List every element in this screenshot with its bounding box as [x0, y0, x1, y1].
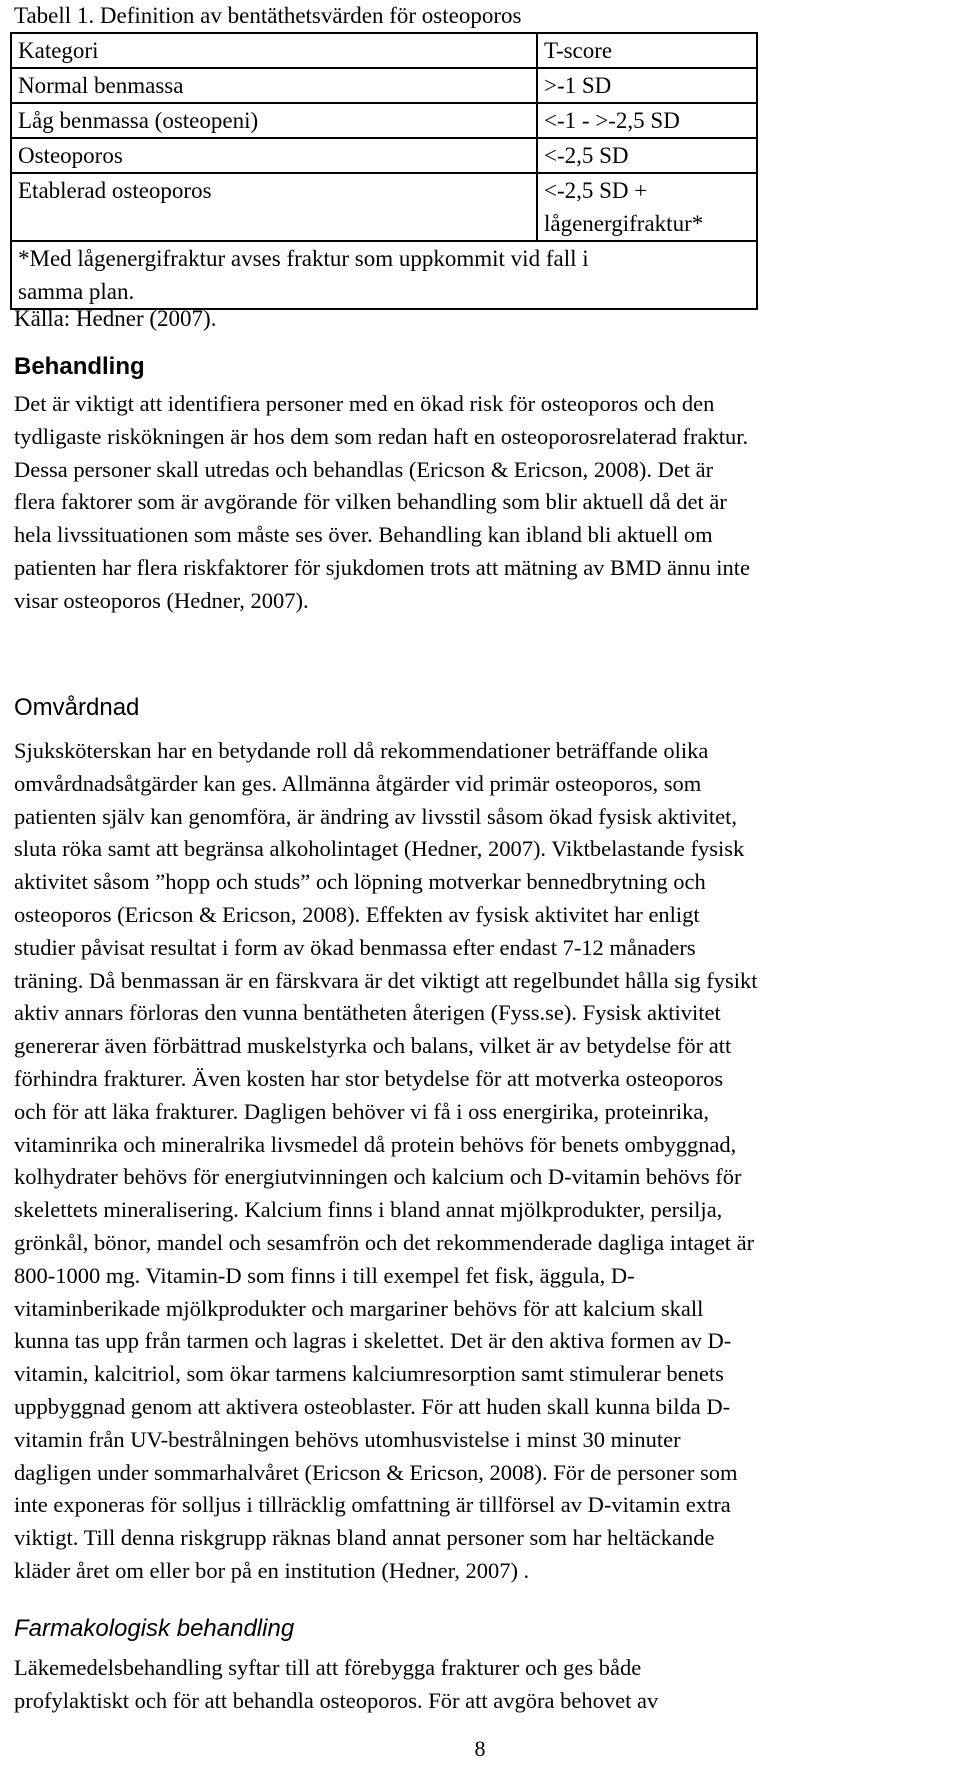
tscore-line: <-2,5 SD +: [544, 178, 648, 203]
text-line: omvårdnadsåtgärder kan ges. Allmänna åtgärder vid primär osteoporos, som: [14, 770, 702, 796]
row-tscore: <-1 - >-2,5 SD: [537, 103, 757, 138]
text-line: tydligaste riskökningen är hos dem som redan haft en osteoporosrelaterad fraktur.: [14, 423, 749, 449]
footnote-line: samma plan.: [18, 279, 135, 304]
text-line: viktigt. Till denna riskgrupp räknas bland annat personer som har heltäckande: [14, 1525, 715, 1551]
text-line: skelettets mineralisering. Kalcium finns i bland annat mjölkprodukter, persilja,: [14, 1197, 723, 1223]
paragraph-behandling: [14, 388, 956, 618]
text-line: patienten själv kan genomföra, är ändring av livsstil såsom ökad fysisk aktivitet,: [14, 803, 737, 829]
paragraph-farmakologisk: [14, 1652, 956, 1718]
table-caption: Tabell 1. Definition av bentäthetsvärden för osteoporos: [14, 3, 522, 28]
text-line: studier påvisat resultat i form av ökad benmassa efter endast 7-12 månaders: [14, 934, 696, 960]
tscore-line: lågenergifraktur*: [544, 211, 704, 236]
heading-behandling: Behandling: [14, 353, 145, 380]
text-line: hela livssituationen som måste ses över. Behandling kan ibland bli aktuell om: [14, 522, 713, 548]
text-line: och för att läka frakturer. Dagligen behöver vi få i oss energirika, proteinrika,: [14, 1098, 709, 1124]
text-line: patienten har flera riskfaktorer för sjukdomen trots att mätning av BMD ännu inte: [14, 554, 751, 580]
header-category: Kategori: [11, 33, 537, 68]
text-line: Det är viktigt att identifiera personer med en ökad risk för osteoporos och den: [14, 391, 715, 416]
text-line: kolhydrater behövs för energiutvinningen och kalcium och D-vitamin behövs för: [14, 1164, 742, 1190]
table-row: [11, 103, 757, 138]
text-line: vitamin, kalcitriol, som ökar tarmens kalciumresorption samt stimulerar benets: [14, 1361, 724, 1387]
paragraph-omvardnad: [14, 735, 956, 1588]
bone-density-table: [10, 32, 758, 310]
table-row: [11, 68, 757, 103]
text-line: vitamin från UV-bestrålningen behövs utomhusvistelse i minst 30 minuter: [14, 1426, 681, 1452]
text-line: profylaktiskt och för att behandla osteoporos. För att avgöra behovet av: [14, 1687, 659, 1713]
table-source: Källa: Hedner (2007).: [14, 306, 217, 331]
text-line: vitaminrika och mineralrika livsmedel då protein behövs för benets ombyggnad,: [14, 1131, 737, 1157]
text-line: visar osteoporos (Hedner, 2007).: [14, 587, 309, 613]
text-line: Läkemedelsbehandling syftar till att förebygga frakturer och ges både: [14, 1655, 642, 1680]
text-line: inte exponeras för solljus i tillräcklig omfattning är tillförsel av D-vitamin extra: [14, 1492, 731, 1518]
row-tscore: [537, 173, 757, 241]
text-line: osteoporos (Ericson & Ericson, 2008). Effekten av fysisk aktivitet har enligt: [14, 901, 700, 927]
table-footnote-row: [11, 241, 757, 309]
row-tscore: >-1 SD: [537, 68, 757, 103]
text-line: 800-1000 mg. Vitamin-D som finns i till exempel fet fisk, äggula, D-: [14, 1262, 635, 1288]
heading-farmakologisk: Farmakologisk behandling: [14, 1615, 295, 1642]
table-row: [11, 138, 757, 173]
row-category: Etablerad osteoporos: [11, 173, 537, 241]
text-line: uppbyggnad genom att aktivera osteoblaster. För att huden skall kunna bilda D-: [14, 1393, 731, 1419]
row-category: Låg benmassa (osteopeni): [11, 103, 537, 138]
table-row: [11, 173, 757, 241]
text-line: Dessa personer skall utredas och behandlas (Ericson & Ericson, 2008). Det är: [14, 456, 714, 482]
text-line: genererar även förbättrad muskelstyrka och balans, vilket är av betydelse för att: [14, 1033, 732, 1059]
footnote-line: *Med lågenergifraktur avses fraktur som uppkommit vid fall i: [18, 246, 589, 271]
text-line: kunna tas upp från tarmen och lagras i skelettet. Det är den aktiva formen av D-: [14, 1328, 732, 1354]
heading-omvardnad: Omvårdnad: [14, 694, 140, 721]
text-line: sluta röka samt att begränsa alkoholintaget (Hedner, 2007). Viktbelastande fysisk: [14, 836, 745, 862]
table-header-row: [11, 33, 757, 68]
text-line: aktiv annars förloras den vunna bentätheten återigen (Fyss.se). Fysisk aktivitet: [14, 1000, 721, 1026]
row-tscore: <-2,5 SD: [537, 138, 757, 173]
text-line: dagligen under sommarhalvåret (Ericson & Ericson, 2008). För de personer som: [14, 1459, 738, 1485]
text-line: grönkål, bönor, mandel och sesamfrön och det rekommenderade dagliga intaget är: [14, 1229, 755, 1255]
text-line: aktivitet såsom ”hopp och studs” och löpning motverkar bennedbrytning och: [14, 869, 706, 895]
text-line: kläder året om eller bor på en institution (Hedner, 2007) .: [14, 1557, 530, 1583]
text-line: Sjuksköterskan har en betydande roll då rekommendationer beträffande olika: [14, 738, 709, 763]
text-line: flera faktorer som är avgörande för vilken behandling som blir aktuell då det är: [14, 489, 727, 515]
text-line: vitaminberikade mjölkprodukter och margariner behövs för att kalcium skall: [14, 1295, 704, 1321]
header-tscore: T-score: [537, 33, 757, 68]
text-line: träning. Då benmassan är en färskvara är det viktigt att regelbundet hålla sig fysikt: [14, 967, 758, 993]
row-category: Normal benmassa: [11, 68, 537, 103]
page-number: 8: [474, 1736, 486, 1761]
row-category: Osteoporos: [11, 138, 537, 173]
text-line: förhindra frakturer. Även kosten har stor betydelse för att motverka osteoporos: [14, 1065, 724, 1091]
table-footnote: [11, 241, 757, 309]
